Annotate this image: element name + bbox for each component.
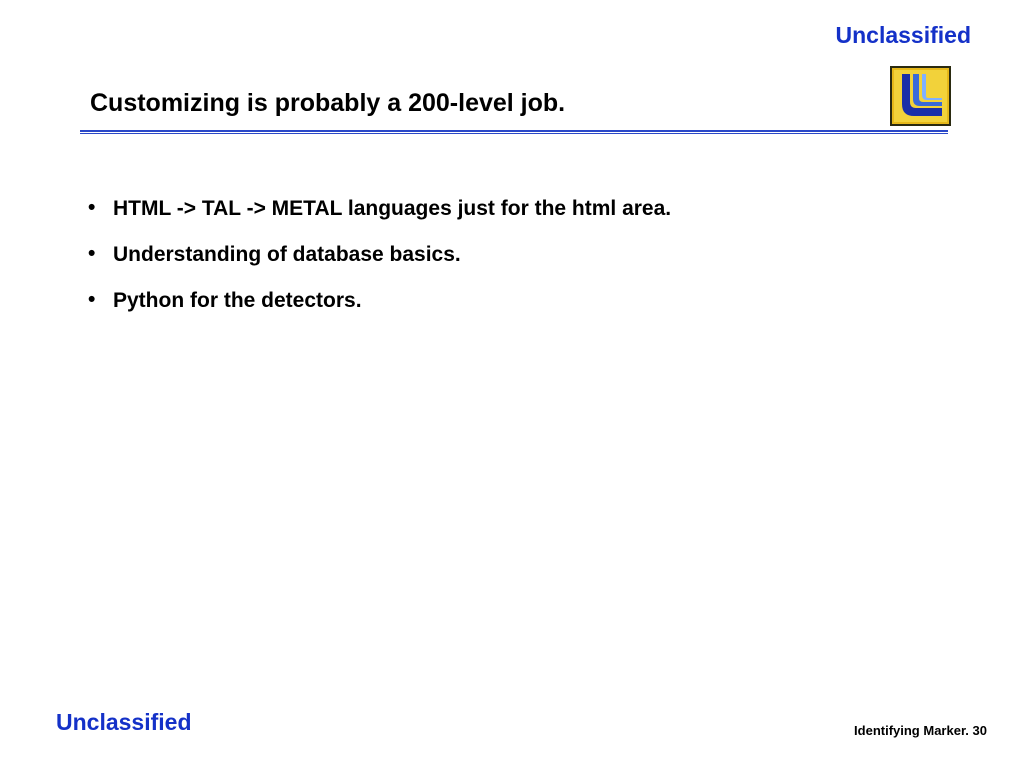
title-underline-thick xyxy=(80,130,948,132)
bullet-item xyxy=(88,195,671,223)
bullet-marker: • xyxy=(88,288,96,311)
classification-footer: Unclassified xyxy=(56,709,192,735)
title-underline-thin xyxy=(80,133,948,134)
title-underline xyxy=(80,130,948,135)
identifying-marker-label: Identifying Marker. xyxy=(854,723,969,738)
page-title: Customizing is probably a 200-level job. xyxy=(90,89,566,117)
bullet-text: Understanding of database basics. xyxy=(113,243,461,266)
bullet-marker: • xyxy=(88,242,96,265)
bullet-marker: • xyxy=(88,196,96,219)
bullet-text: HTML -> TAL -> METAL languages just for the html area. xyxy=(113,197,672,220)
footer-marker xyxy=(854,724,987,737)
page-number: 30 xyxy=(972,723,987,738)
bullet-list xyxy=(88,195,671,333)
bullet-item xyxy=(88,287,671,315)
bullet-item xyxy=(88,241,671,269)
llnl-logo-icon xyxy=(890,66,951,126)
bullet-text: Python for the detectors. xyxy=(113,289,362,312)
classification-header: Unclassified xyxy=(835,22,971,48)
